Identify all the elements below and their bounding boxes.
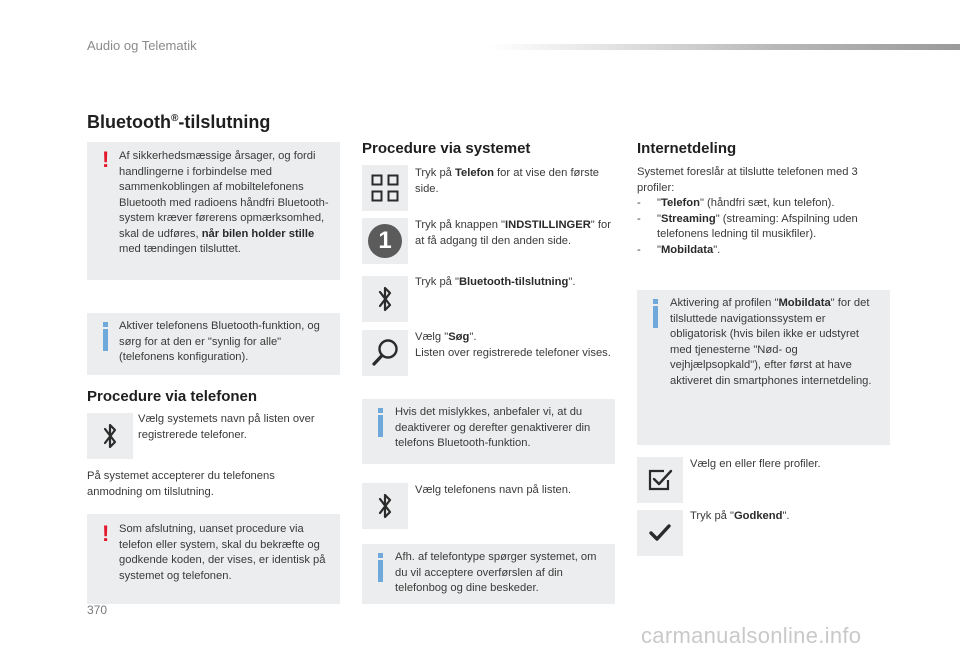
bluetooth-icon	[87, 413, 133, 459]
header-divider	[488, 44, 960, 50]
step-bluetooth-text: Tryk på "Bluetooth-tilslutning".	[415, 276, 576, 288]
info-icon	[378, 560, 383, 582]
step-profiles-text: Vælg en eller flere profiler.	[690, 458, 821, 470]
bluetooth-icon	[362, 483, 408, 529]
section-title: Audio og Telematik	[87, 38, 197, 53]
info-icon	[378, 415, 383, 437]
warning-box-safety	[87, 142, 340, 280]
page-number: 370	[87, 603, 108, 617]
info-box-activate-bluetooth	[87, 313, 340, 375]
step-number-badge	[362, 218, 408, 264]
profile-item: - "Mobildata".	[637, 243, 721, 256]
info-icon	[103, 329, 108, 351]
info-text: Aktivering af profilen "Mobildata" for det tilsluttede navigationssystem er obligatorisk (hvis bilen ikke er udstyret med tjenesterne "Nød- og vejhjælpsopkald"), efter først at have aktiveret din smartphones internetdeling.	[670, 297, 872, 387]
grid-icon	[362, 165, 408, 211]
heading-system-procedure: Procedure via systemet	[362, 140, 531, 157]
accept-text: På systemet accepterer du telefonens anmodning om tilslutning.	[87, 470, 275, 498]
profile-item: - "Telefon" (håndfri sæt, kun telefon).	[637, 197, 835, 209]
warning-icon: !	[102, 147, 110, 172]
info-box-mobildata	[637, 290, 890, 445]
step-search-text: Vælg "Søg". Listen over registrerede telefoner vises.	[415, 331, 611, 359]
info-text: Hvis det mislykkes, anbefaler vi, at du deaktiverer og derefter genaktiverer din telefons Bluetooth-funktion.	[395, 406, 591, 449]
bluetooth-icon	[362, 276, 408, 322]
profile-item: - "Streaming" (streaming: Afspilning uden telefonens ledning til musikfiler).	[637, 212, 858, 240]
watermark-text: carmanualsonline.info	[641, 623, 862, 648]
heading-internet-sharing: Internetdeling	[637, 140, 737, 157]
warning-text: Af sikkerhedsmæssige årsager, og fordi handlingerne i forbindelse med sammenkoblingen af mobiltelefonens Bluetooth med radioens håndfri Bluetooth-system kræver førerens opmærksomhed, skal de udføres, når bilen holder stille med tændingen tilsluttet.	[119, 150, 329, 255]
checkmark-icon	[637, 510, 683, 556]
info-box-transfer	[362, 544, 615, 604]
step-confirm-text: Tryk på "Godkend".	[690, 510, 790, 522]
checkbox-icon	[637, 457, 683, 503]
page-title: Bluetooth®-tilslutning	[87, 112, 271, 132]
warning-icon: !	[102, 521, 110, 546]
phone-step-text: Vælg systemets navn på listen over registrerede telefoner.	[138, 413, 315, 441]
warning-box-confirm-code	[87, 514, 340, 604]
step-choose-text: Vælg telefonens navn på listen.	[415, 484, 572, 496]
info-text: Aktiver telefonens Bluetooth-funktion, og sørg for at den er "synlig for alle" (telefonens konfiguration).	[119, 320, 320, 363]
step-telefon-text: Tryk på Telefon for at vise den første side.	[415, 167, 600, 195]
search-icon	[362, 330, 408, 376]
info-box-retry	[362, 399, 615, 464]
heading-phone-procedure: Procedure via telefonen	[87, 388, 258, 405]
profile-list	[637, 196, 887, 258]
internet-intro: Systemet foreslår at tilslutte telefonen med 3 profiler:	[637, 166, 858, 194]
step-settings-text: Tryk på knappen "INDSTILLINGER" for at få adgang til den anden side.	[415, 219, 611, 247]
warning-text: Som afslutning, uanset procedure via telefon eller system, skal du bekræfte og godkende koden, der vises, er identisk på systemet og telefonen.	[119, 523, 326, 582]
step-number: 1	[368, 224, 402, 258]
info-icon	[653, 306, 658, 328]
info-text: Afh. af telefontype spørger systemet, om du vil acceptere overførslen af din telefonbog og dine beskeder.	[395, 551, 597, 594]
